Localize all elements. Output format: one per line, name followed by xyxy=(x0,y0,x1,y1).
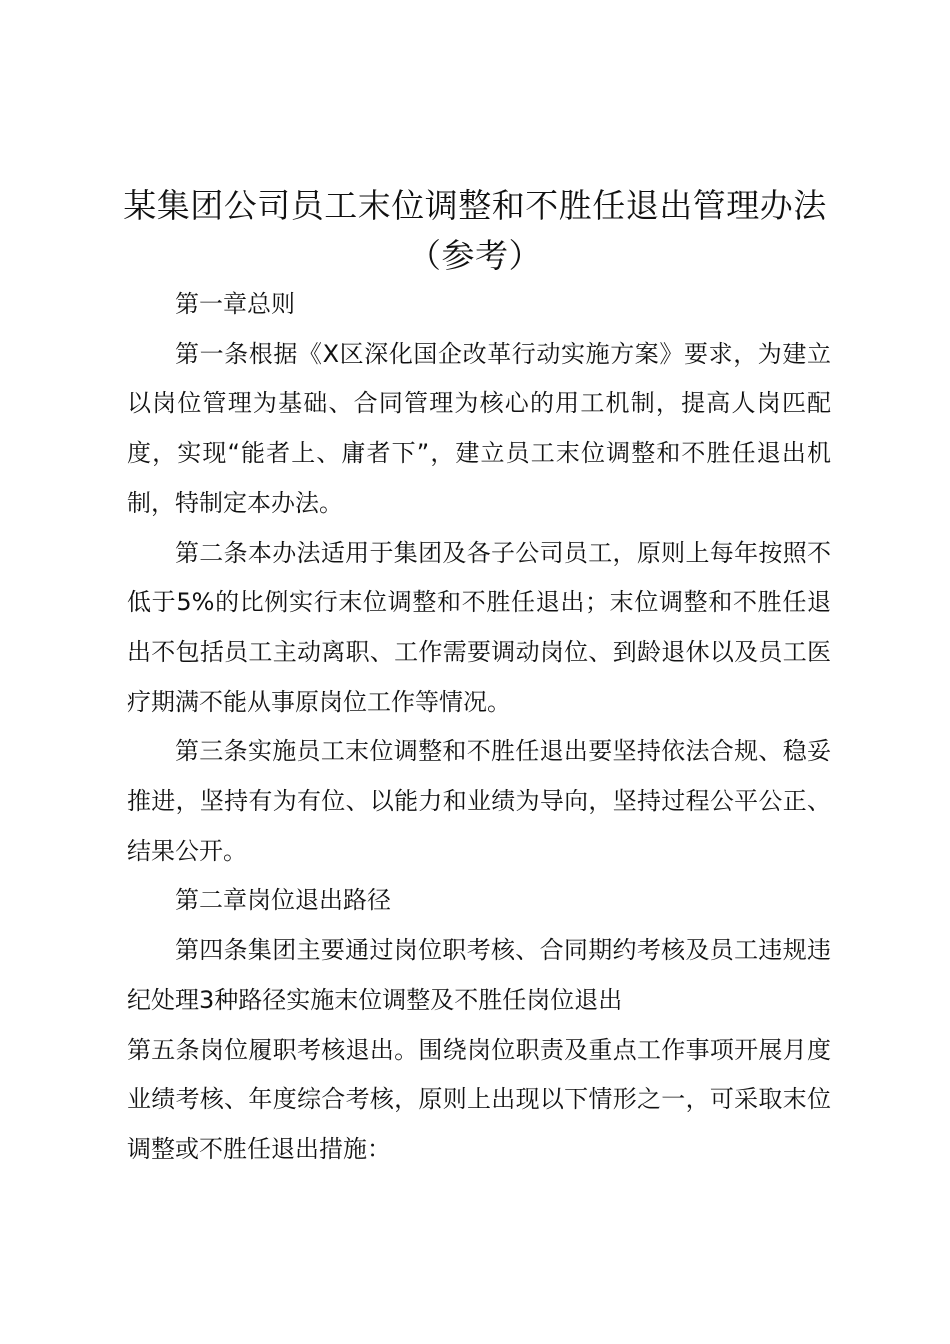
document-body xyxy=(127,280,831,1175)
article-5: 第五条岗位履职考核退出。围绕岗位职责及重点工作事项开展月度业绩考核、年度综合考核，原则上出现以下情形之一，可采取末位调整或不胜任退出措施： xyxy=(127,1035,831,1163)
article-3: 第三条实施员工末位调整和不胜任退出要坚持依法合规、稳妥推进，坚持有为有位、以能力和业绩为导向，坚持过程公平公正、结果公开。 xyxy=(127,737,831,865)
article-4: 第四条集团主要通过岗位职考核、合同期约考核及员工违规违纪处理3种路径实施末位调整及不胜任岗位退出 xyxy=(127,936,831,1014)
article-2: 第二条本办法适用于集团及各子公司员工，原则上每年按照不低于5%的比例实行末位调整和不胜任退出；末位调整和不胜任退出不包括员工主动离职、工作需要调动岗位、到龄退休以及员工医疗期满不能从事原岗位工作等情况。 xyxy=(127,538,831,716)
chapter-heading-2: 第二章岗位退出路径 xyxy=(175,886,391,915)
document-title: 某集团公司员工末位调整和不胜任退出管理办法（参考） xyxy=(123,186,827,275)
chapter-heading-1: 第一章总则 xyxy=(175,290,295,318)
article-1: 第一条根据《X区深化国企改革行动实施方案》要求，为建立以岗位管理为基础、合同管理为核心的用工机制，提高人岗匹配度，实现“能者上、庸者下”，建立员工末位调整和不胜任退出机制，特制定本办法。 xyxy=(127,339,831,517)
